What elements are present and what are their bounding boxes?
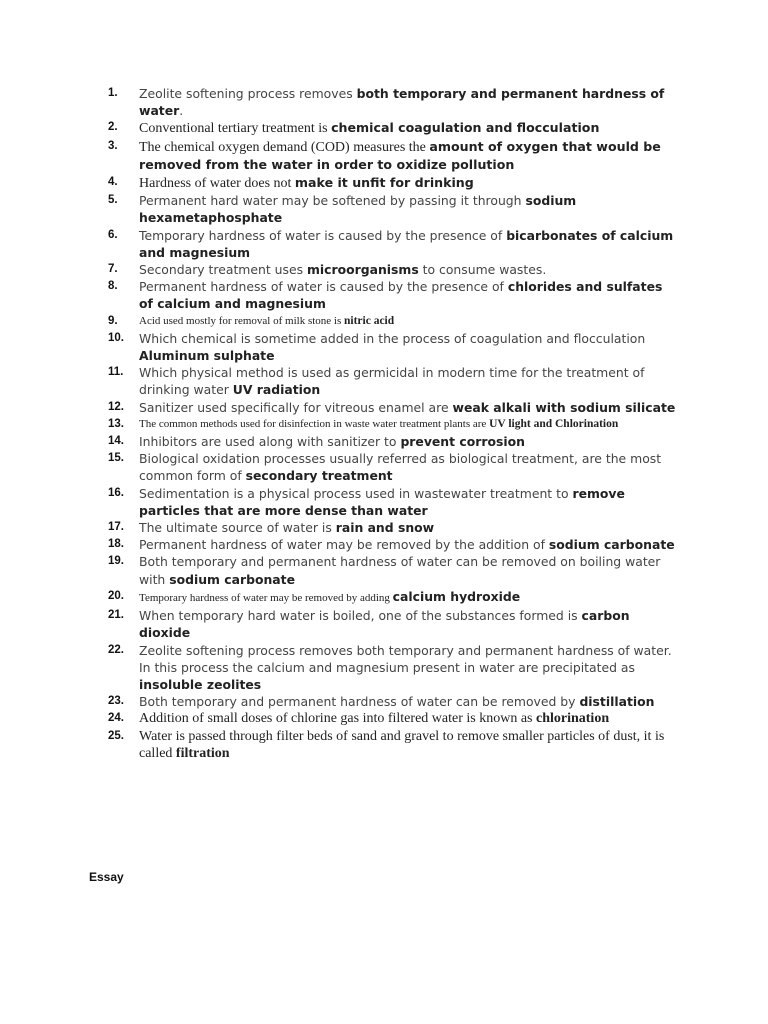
item-number: 25. bbox=[108, 729, 124, 742]
item-number: 6. bbox=[108, 228, 118, 241]
list-item bbox=[108, 138, 678, 174]
item-number: 16. bbox=[108, 486, 124, 499]
list-item bbox=[108, 485, 678, 519]
item-answer: UV radiation bbox=[232, 382, 321, 398]
item-text: Permanent hardness of water is caused by the presence of bbox=[139, 279, 508, 295]
list-item bbox=[108, 536, 678, 553]
item-number: 12. bbox=[108, 400, 124, 413]
item-answer: weak alkali with sodium silicate bbox=[452, 399, 676, 415]
item-tail: to consume wastes. bbox=[418, 262, 547, 278]
item-answer: sodium hexametaphosphate bbox=[139, 193, 577, 226]
item-text: The ultimate source of water is bbox=[139, 520, 336, 536]
item-number: 19. bbox=[108, 555, 124, 568]
item-text: Addition of small doses of chlorine gas into filtered water is known as bbox=[139, 711, 536, 727]
list-item bbox=[108, 728, 678, 762]
item-number: 24. bbox=[108, 712, 124, 725]
answer-list bbox=[108, 85, 678, 762]
item-number: 17. bbox=[108, 521, 124, 534]
item-text: The chemical oxygen demand (COD) measures the bbox=[139, 139, 430, 155]
item-answer: distillation bbox=[579, 694, 655, 710]
item-number: 23. bbox=[108, 695, 124, 708]
item-text: When temporary hard water is boiled, one of the substances formed is bbox=[139, 608, 582, 624]
item-text: Sedimentation is a physical process used in wastewater treatment to bbox=[139, 485, 573, 501]
item-number: 22. bbox=[108, 643, 124, 656]
list-item bbox=[108, 364, 678, 398]
item-answer: sodium carbonate bbox=[169, 571, 295, 587]
item-answer: make it unfit for drinking bbox=[294, 175, 474, 191]
item-answer: both temporary and permanent hardness of water bbox=[139, 86, 665, 119]
item-answer: calcium hydroxide bbox=[392, 588, 521, 604]
item-answer: carbon dioxide bbox=[139, 608, 630, 641]
list-item bbox=[108, 607, 678, 641]
list-item bbox=[108, 313, 678, 330]
item-text: Zeolite softening process removes both temporary and permanent hardness of water. In this process the calcium and magnesium present in water are precipitated as bbox=[139, 642, 672, 675]
item-number: 21. bbox=[108, 609, 124, 622]
item-number: 1. bbox=[108, 87, 118, 99]
item-text: Sanitizer used specifically for vitreous enamel are bbox=[139, 399, 453, 415]
item-answer: remove particles that are more dense than water bbox=[139, 485, 625, 518]
list-item bbox=[108, 119, 678, 137]
list-item bbox=[108, 693, 678, 710]
item-text: Permanent hardness of water may be removed by the addition of bbox=[139, 537, 549, 553]
item-answer: insoluble zeolites bbox=[139, 676, 262, 692]
item-text: Inhibitors are used along with sanitizer to bbox=[139, 434, 401, 450]
list-item bbox=[108, 174, 678, 192]
list-item bbox=[108, 553, 678, 587]
list-item bbox=[108, 433, 678, 450]
item-answer: chlorination bbox=[535, 711, 610, 727]
list-item bbox=[108, 416, 678, 433]
item-tail: . bbox=[179, 103, 184, 119]
list-item bbox=[108, 710, 678, 727]
item-answer: rain and snow bbox=[335, 520, 435, 536]
item-number: 15. bbox=[108, 452, 124, 465]
item-text: Temporary hardness of water is caused by the presence of bbox=[139, 227, 507, 243]
list-item bbox=[108, 192, 678, 226]
list-item bbox=[108, 588, 678, 607]
essay-heading: Essay bbox=[89, 870, 124, 884]
list-item bbox=[108, 642, 678, 694]
item-text: Water is passed through filter beds of sand and gravel to remove smaller particles of dust, it is called bbox=[139, 728, 665, 761]
list-item bbox=[108, 261, 678, 278]
item-number: 14. bbox=[108, 435, 124, 448]
item-answer: microorganisms bbox=[306, 262, 419, 278]
item-answer: nitric acid bbox=[344, 314, 395, 327]
list-item bbox=[108, 227, 678, 261]
list-item bbox=[108, 278, 678, 312]
list-item bbox=[108, 330, 678, 364]
item-answer: secondary treatment bbox=[245, 468, 393, 484]
item-answer: chlorides and sulfates of calcium and magnesium bbox=[139, 279, 663, 312]
item-number: 20. bbox=[108, 589, 124, 602]
item-text: The common methods used for disinfection in waste water treatment plants are bbox=[139, 417, 490, 430]
list-item bbox=[108, 450, 678, 484]
item-answer: amount of oxygen that would be removed from the water in order to oxidize pollution bbox=[139, 138, 661, 172]
item-text: Both temporary and permanent hardness of water can be removed by bbox=[139, 694, 580, 710]
item-number: 10. bbox=[108, 331, 124, 344]
item-number: 18. bbox=[108, 538, 124, 551]
item-answer: sodium carbonate bbox=[548, 537, 675, 553]
item-text: Which chemical is sometime added in the process of coagulation and flocculation bbox=[139, 330, 646, 346]
item-number: 4. bbox=[108, 176, 118, 189]
item-text: Both temporary and permanent hardness of water can be removed on boiling water with bbox=[139, 554, 661, 587]
list-item bbox=[108, 399, 678, 416]
item-text: Temporary hardness of water may be removed by adding bbox=[139, 591, 393, 604]
item-number: 8. bbox=[108, 280, 118, 293]
item-answer: chemical coagulation and flocculation bbox=[331, 120, 600, 136]
item-answer: Aluminum sulphate bbox=[139, 348, 275, 364]
item-text: Hardness of water does not bbox=[139, 176, 295, 192]
item-number: 13. bbox=[108, 417, 124, 430]
item-text: Zeolite softening process removes bbox=[139, 86, 357, 101]
item-text: Permanent hard water may be softened by passing it through bbox=[139, 193, 526, 209]
item-answer: filtration bbox=[175, 745, 230, 761]
item-number: 3. bbox=[108, 139, 118, 152]
item-text: Secondary treatment uses bbox=[139, 262, 307, 278]
item-answer: UV light and Chlorination bbox=[489, 417, 619, 430]
item-text: Biological oxidation processes usually referred as biological treatment, are the most common form of bbox=[139, 451, 662, 484]
list-item bbox=[108, 519, 678, 536]
item-number: 11. bbox=[108, 366, 124, 379]
item-number: 2. bbox=[108, 121, 118, 134]
item-text: Conventional tertiary treatment is bbox=[139, 121, 332, 137]
item-answer: prevent corrosion bbox=[400, 434, 525, 450]
list-item bbox=[108, 85, 678, 119]
item-number: 9. bbox=[108, 314, 118, 327]
item-text: Acid used mostly for removal of milk stone is bbox=[139, 314, 344, 327]
item-number: 7. bbox=[108, 263, 118, 276]
item-number: 5. bbox=[108, 194, 118, 207]
item-answer: bicarbonates of calcium and magnesium bbox=[139, 227, 674, 260]
item-text: Which physical method is used as germicidal in modern time for the treatment of drinking water bbox=[139, 365, 645, 398]
